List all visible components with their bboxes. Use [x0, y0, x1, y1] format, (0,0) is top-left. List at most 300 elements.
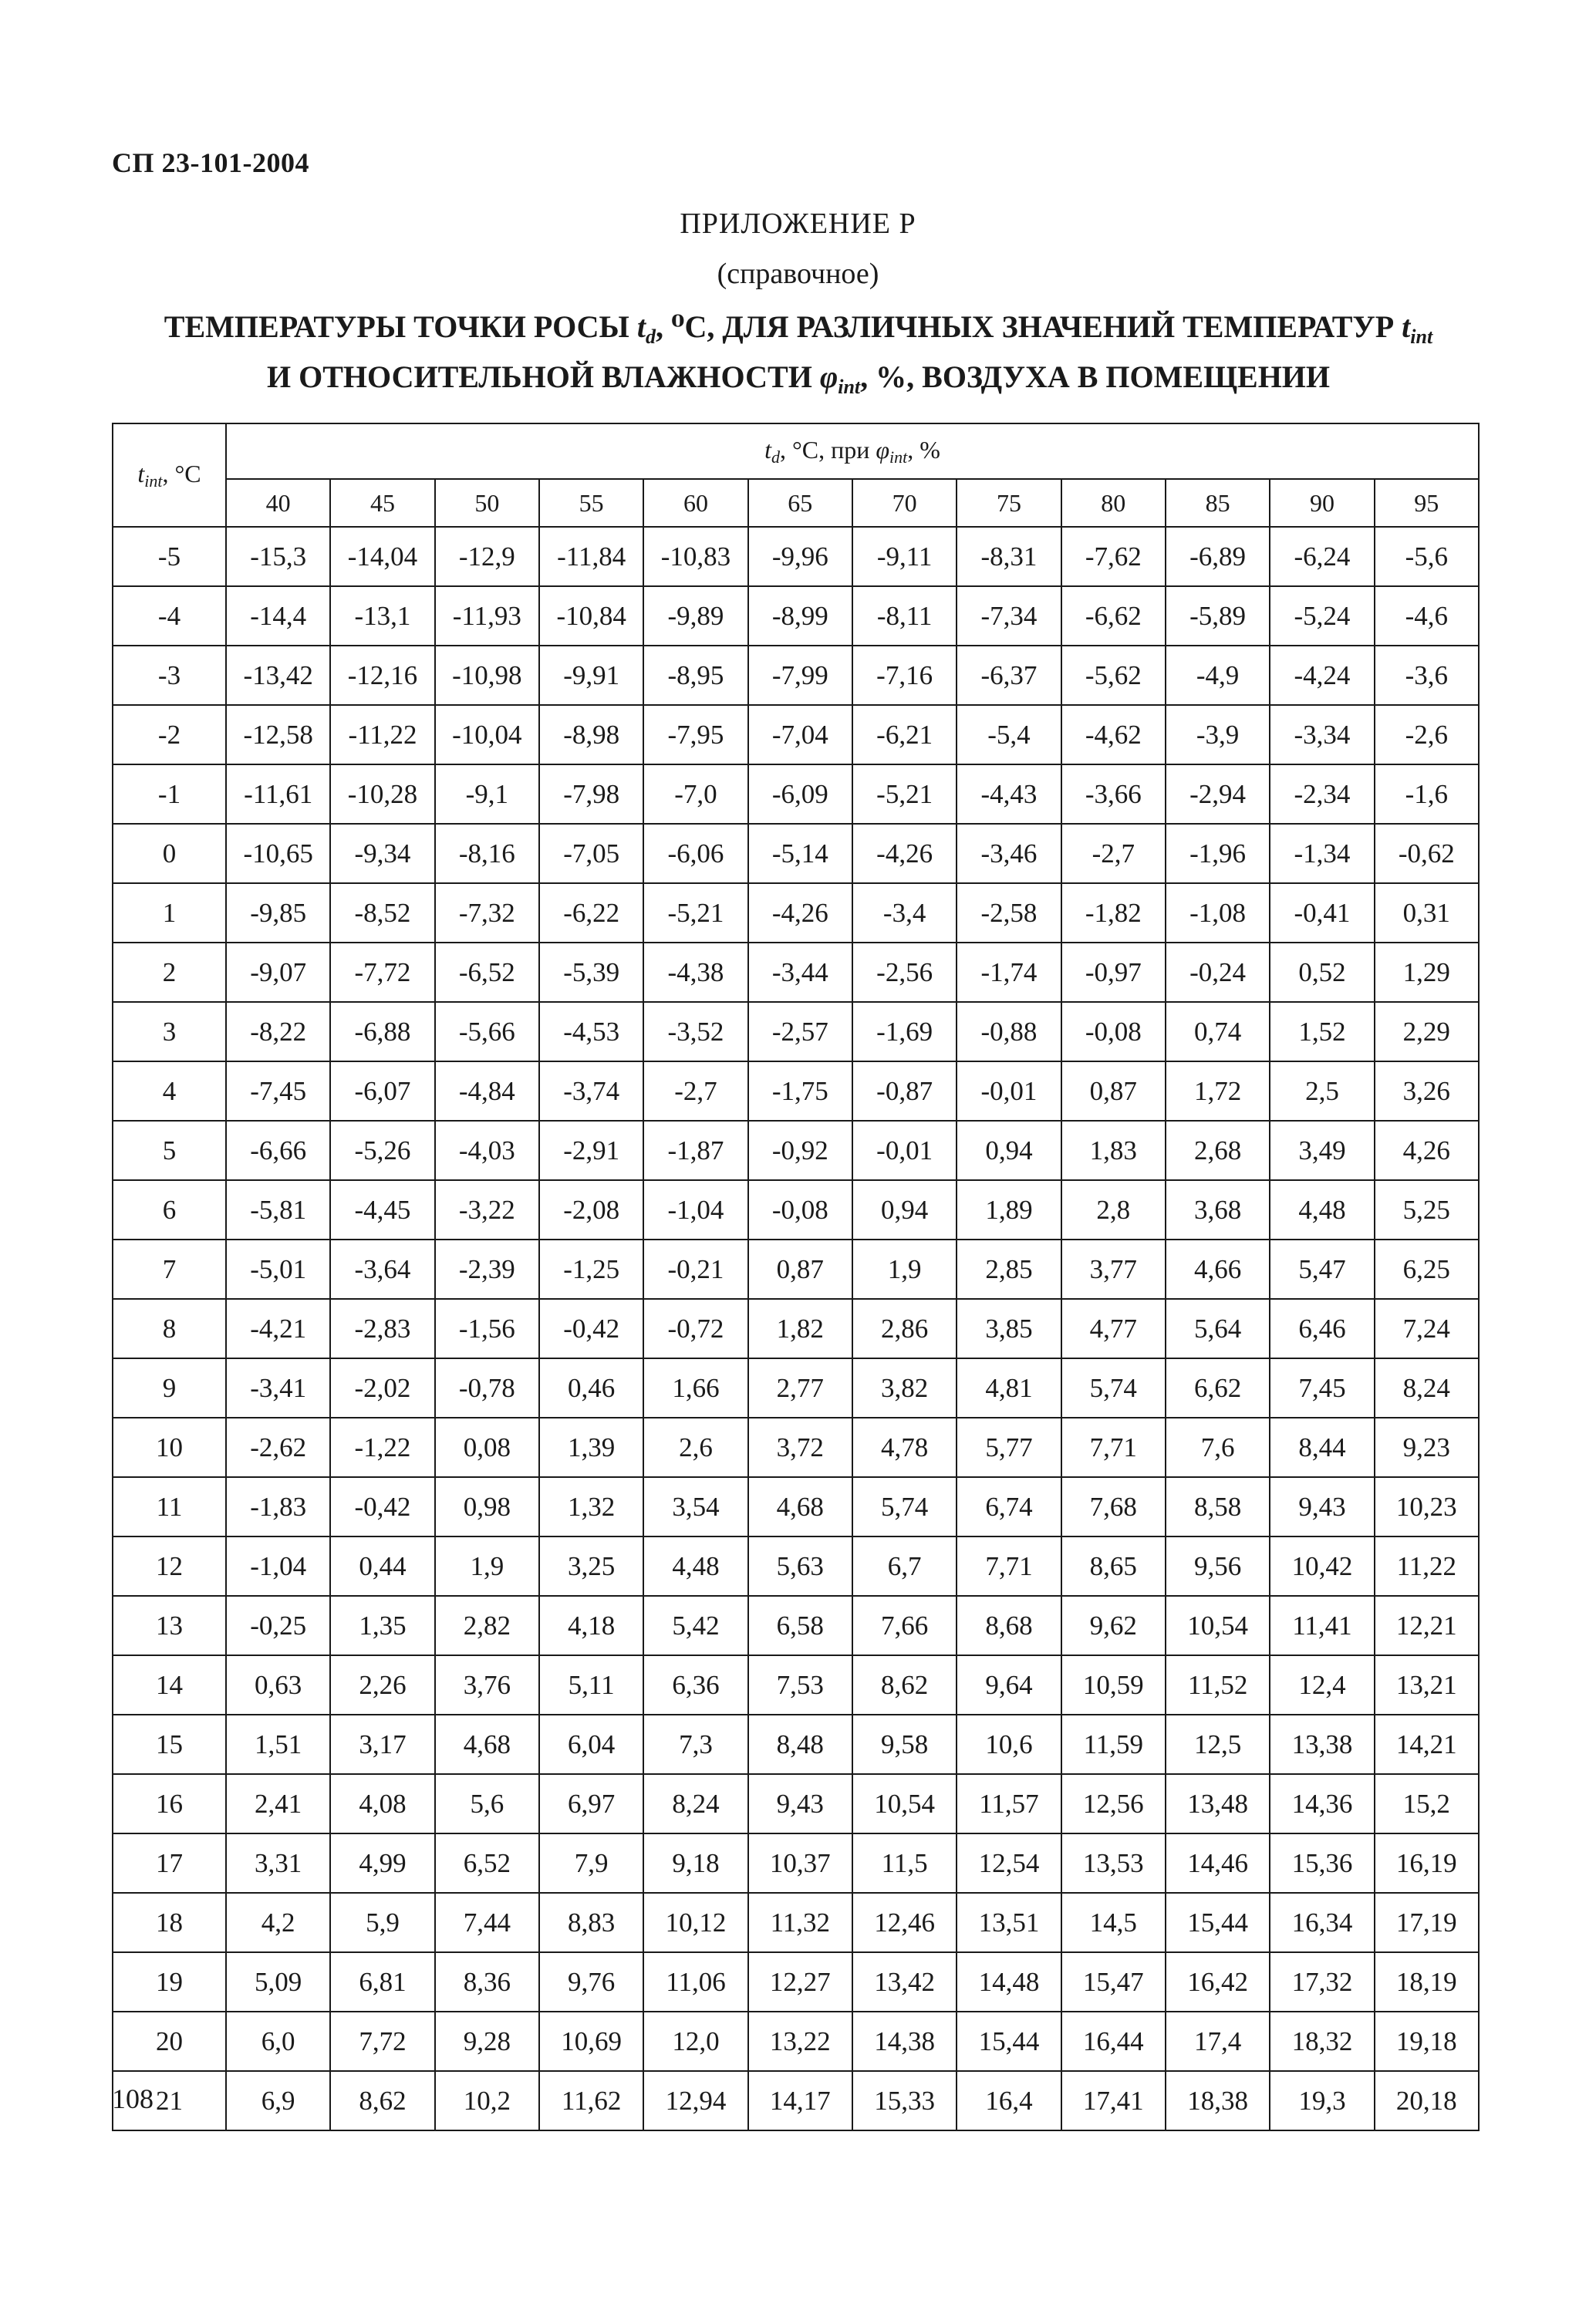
tint-cell: 13 [113, 1596, 226, 1655]
dew-point-cell: -8,31 [957, 527, 1061, 586]
dew-point-cell: 14,46 [1166, 1833, 1270, 1893]
dew-point-cell: 8,48 [748, 1715, 852, 1774]
dew-point-cell: 10,6 [957, 1715, 1061, 1774]
dew-point-cell: -3,6 [1375, 646, 1479, 705]
tint-cell: 0 [113, 824, 226, 883]
dew-point-cell: 5,11 [539, 1655, 643, 1715]
dew-point-cell: 2,86 [852, 1299, 957, 1358]
dew-point-cell: 9,43 [1270, 1477, 1374, 1536]
dew-point-cell: -3,52 [643, 1002, 747, 1061]
dew-point-cell: 3,68 [1166, 1180, 1270, 1240]
heading-text-1: ТЕМПЕРАТУРЫ ТОЧКИ РОСЫ [164, 309, 637, 344]
dew-point-cell: 8,62 [330, 2071, 434, 2130]
dew-point-cell: 12,5 [1166, 1715, 1270, 1774]
dew-point-cell: -1,6 [1375, 764, 1479, 824]
dew-point-cell: -12,58 [226, 705, 330, 764]
dew-point-cell: -2,39 [435, 1240, 539, 1299]
group-phi-subscript: int [889, 447, 908, 467]
dew-point-cell: 9,76 [539, 1952, 643, 2012]
humidity-column-header: 65 [748, 479, 852, 527]
dew-point-cell: 10,59 [1061, 1655, 1166, 1715]
dew-point-cell: 2,8 [1061, 1180, 1166, 1240]
group-unit: , % [907, 435, 940, 464]
dew-point-cell: 6,81 [330, 1952, 434, 2012]
dew-point-cell: -7,32 [435, 883, 539, 943]
dew-point-cell: 3,72 [748, 1418, 852, 1477]
dew-point-cell: 13,51 [957, 1893, 1061, 1952]
tint-cell: 20 [113, 2012, 226, 2071]
dew-point-cell: 1,51 [226, 1715, 330, 1774]
tint-cell: 15 [113, 1715, 226, 1774]
dew-point-cell: -7,16 [852, 646, 957, 705]
dew-point-cell: 3,31 [226, 1833, 330, 1893]
table-row [113, 1002, 1479, 1061]
dew-point-cell: -7,98 [539, 764, 643, 824]
dew-point-cell: 6,7 [852, 1536, 957, 1596]
dew-point-cell: -0,92 [748, 1121, 852, 1180]
dew-point-cell: 3,54 [643, 1477, 747, 1536]
table-heading [93, 307, 1504, 407]
dew-point-cell: 2,82 [435, 1596, 539, 1655]
dew-point-cell: -3,74 [539, 1061, 643, 1121]
dew-point-cell: 1,35 [330, 1596, 434, 1655]
dew-point-cell: 7,44 [435, 1893, 539, 1952]
table-row [113, 1536, 1479, 1596]
dew-point-cell: 2,26 [330, 1655, 434, 1715]
corner-symbol: t [137, 459, 145, 487]
dew-point-cell: 18,38 [1166, 2071, 1270, 2130]
tint-cell: -4 [113, 586, 226, 646]
dew-point-cell: -7,72 [330, 943, 434, 1002]
dew-point-cell: 18,19 [1375, 1952, 1479, 2012]
table-row [113, 1833, 1479, 1893]
dew-point-cell: 5,9 [330, 1893, 434, 1952]
dew-point-cell: -8,22 [226, 1002, 330, 1061]
dew-point-cell: 7,45 [1270, 1358, 1374, 1418]
dew-point-cell: 5,25 [1375, 1180, 1479, 1240]
dew-point-cell: 1,66 [643, 1358, 747, 1418]
dew-point-cell: 0,46 [539, 1358, 643, 1418]
dew-point-cell: 3,25 [539, 1536, 643, 1596]
dew-point-cell: -0,24 [1166, 943, 1270, 1002]
dew-point-cell: 8,36 [435, 1952, 539, 2012]
dew-point-cell: -2,6 [1375, 705, 1479, 764]
dew-point-cell: -4,6 [1375, 586, 1479, 646]
dew-point-cell: 14,21 [1375, 1715, 1479, 1774]
group-phi: φ [876, 435, 890, 464]
dew-point-cell: -1,87 [643, 1121, 747, 1180]
dew-point-cell: -2,83 [330, 1299, 434, 1358]
dew-point-cell: 5,74 [852, 1477, 957, 1536]
dew-point-cell: 5,42 [643, 1596, 747, 1655]
dew-point-cell: 1,32 [539, 1477, 643, 1536]
dew-point-cell: 0,08 [435, 1418, 539, 1477]
dew-point-cell: 7,53 [748, 1655, 852, 1715]
dew-point-cell: -2,7 [1061, 824, 1166, 883]
dew-point-cell: 13,48 [1166, 1774, 1270, 1833]
dew-point-cell: 5,6 [435, 1774, 539, 1833]
humidity-column-header: 90 [1270, 479, 1374, 527]
dew-point-cell: 6,52 [435, 1833, 539, 1893]
dew-point-cell: -11,22 [330, 705, 434, 764]
dew-point-cell: 7,71 [1061, 1418, 1166, 1477]
tint-cell: 7 [113, 1240, 226, 1299]
tint-cell: 3 [113, 1002, 226, 1061]
dew-point-cell: 11,57 [957, 1774, 1061, 1833]
dew-point-cell: -4,53 [539, 1002, 643, 1061]
dew-point-cell: -10,84 [539, 586, 643, 646]
dew-point-cell: -2,56 [852, 943, 957, 1002]
dew-point-cell: -9,96 [748, 527, 852, 586]
dew-point-cell: -2,34 [1270, 764, 1374, 824]
tint-cell: 1 [113, 883, 226, 943]
dew-point-cell: 0,44 [330, 1536, 434, 1596]
humidity-column-header: 50 [435, 479, 539, 527]
dew-point-cell: 2,29 [1375, 1002, 1479, 1061]
table-row [113, 1893, 1479, 1952]
dew-point-cell: 8,68 [957, 1596, 1061, 1655]
table-row [113, 1061, 1479, 1121]
dew-point-cell: 0,52 [1270, 943, 1374, 1002]
dew-point-cell: -8,16 [435, 824, 539, 883]
dew-point-cell: 20,18 [1375, 2071, 1479, 2130]
dew-point-cell: 0,94 [957, 1121, 1061, 1180]
dew-point-cell: 8,83 [539, 1893, 643, 1952]
dew-point-cell: -4,26 [748, 883, 852, 943]
dew-point-cell: -5,81 [226, 1180, 330, 1240]
dew-point-cell: -0,97 [1061, 943, 1166, 1002]
table-row [113, 1477, 1479, 1536]
corner-subscript: int [144, 471, 163, 491]
dew-point-cell: 19,18 [1375, 2012, 1479, 2071]
dew-point-cell: -5,4 [957, 705, 1061, 764]
dew-point-cell: -9,34 [330, 824, 434, 883]
dew-point-cell: -9,89 [643, 586, 747, 646]
dew-point-cell: 1,39 [539, 1418, 643, 1477]
dew-point-cell: 5,09 [226, 1952, 330, 2012]
dew-point-cell: -4,62 [1061, 705, 1166, 764]
dew-point-cell: -1,83 [226, 1477, 330, 1536]
dew-point-cell: 13,22 [748, 2012, 852, 2071]
dew-point-cell: 6,0 [226, 2012, 330, 2071]
humidity-column-header: 45 [330, 479, 434, 527]
table-head [113, 423, 1479, 527]
dew-point-cell: -1,08 [1166, 883, 1270, 943]
dew-point-cell: 6,04 [539, 1715, 643, 1774]
dew-point-cell: -6,09 [748, 764, 852, 824]
humidity-column-header: 70 [852, 479, 957, 527]
dew-point-cell: 8,62 [852, 1655, 957, 1715]
dew-point-cell: 4,77 [1061, 1299, 1166, 1358]
dew-point-cell: -15,3 [226, 527, 330, 586]
document-code: СП 23-101-2004 [112, 147, 309, 178]
dew-point-cell: 9,56 [1166, 1536, 1270, 1596]
dew-point-cell: 12,94 [643, 2071, 747, 2130]
dew-point-cell: -3,34 [1270, 705, 1374, 764]
dew-point-cell: -2,94 [1166, 764, 1270, 824]
dew-point-cell: -7,45 [226, 1061, 330, 1121]
dew-point-cell: 2,6 [643, 1418, 747, 1477]
table-row [113, 883, 1479, 943]
tint-cell: 2 [113, 943, 226, 1002]
dew-point-cell: -11,93 [435, 586, 539, 646]
dew-point-cell: 1,9 [435, 1536, 539, 1596]
dew-point-cell: 0,98 [435, 1477, 539, 1536]
tint-symbol: t [1402, 309, 1411, 344]
table-row [113, 1715, 1479, 1774]
dew-point-cell: -3,44 [748, 943, 852, 1002]
dew-point-cell: -6,37 [957, 646, 1061, 705]
table-row [113, 1418, 1479, 1477]
dew-point-cell: -6,22 [539, 883, 643, 943]
dew-point-cell: -10,83 [643, 527, 747, 586]
table-row [113, 824, 1479, 883]
heading-text-3: И ОТНОСИТЕЛЬНОЙ ВЛАЖНОСТИ [266, 359, 820, 394]
dew-point-cell: 16,34 [1270, 1893, 1374, 1952]
dew-point-cell: -3,9 [1166, 705, 1270, 764]
dew-point-cell: 7,6 [1166, 1418, 1270, 1477]
dew-point-cell: 2,85 [957, 1240, 1061, 1299]
dew-point-cell: -6,21 [852, 705, 957, 764]
dew-point-cell: -9,07 [226, 943, 330, 1002]
dew-point-cell: 8,58 [1166, 1477, 1270, 1536]
dew-point-cell: 4,66 [1166, 1240, 1270, 1299]
dew-point-cell: 1,29 [1375, 943, 1479, 1002]
dew-point-cell: 4,68 [748, 1477, 852, 1536]
dew-point-cell: -8,98 [539, 705, 643, 764]
dew-point-cell: -1,82 [1061, 883, 1166, 943]
dew-point-cell: 12,27 [748, 1952, 852, 2012]
dew-point-cell: -6,52 [435, 943, 539, 1002]
table-row [113, 1952, 1479, 2012]
dew-point-cell: 7,66 [852, 1596, 957, 1655]
group-symbol: t [764, 435, 771, 464]
dew-point-cell: 11,52 [1166, 1655, 1270, 1715]
tint-subscript: int [1410, 326, 1433, 348]
dew-point-cell: 5,47 [1270, 1240, 1374, 1299]
dew-point-cell: 3,17 [330, 1715, 434, 1774]
dew-point-cell: -5,01 [226, 1240, 330, 1299]
dew-point-cell: -0,87 [852, 1061, 957, 1121]
tint-cell: 17 [113, 1833, 226, 1893]
dew-point-cell: 3,26 [1375, 1061, 1479, 1121]
tint-cell: 11 [113, 1477, 226, 1536]
dew-point-cell: -4,45 [330, 1180, 434, 1240]
dew-point-cell: -6,07 [330, 1061, 434, 1121]
dew-point-cell: -8,52 [330, 883, 434, 943]
dew-point-cell: 11,62 [539, 2071, 643, 2130]
dew-point-cell: -14,4 [226, 586, 330, 646]
dew-point-cell: 17,32 [1270, 1952, 1374, 2012]
humidity-column-header: 40 [226, 479, 330, 527]
dew-point-cell: 9,64 [957, 1655, 1061, 1715]
dew-point-cell: -1,75 [748, 1061, 852, 1121]
heading-text-2: , ⁰С, ДЛЯ РАЗЛИЧНЫХ ЗНАЧЕНИЙ ТЕМПЕРАТУР [655, 309, 1402, 344]
dew-point-cell: -7,34 [957, 586, 1061, 646]
dew-point-cell: 9,18 [643, 1833, 747, 1893]
header-row-group [113, 423, 1479, 479]
dew-point-cell: -10,98 [435, 646, 539, 705]
dew-point-cell: 3,76 [435, 1655, 539, 1715]
dew-point-cell: 8,24 [1375, 1358, 1479, 1418]
dew-point-cell: 15,36 [1270, 1833, 1374, 1893]
dew-point-cell: -5,89 [1166, 586, 1270, 646]
dew-point-cell: 15,2 [1375, 1774, 1479, 1833]
dew-point-cell: -2,02 [330, 1358, 434, 1418]
dew-point-cell: 16,4 [957, 2071, 1061, 2130]
dew-point-cell: -2,57 [748, 1002, 852, 1061]
dew-point-cell: -3,46 [957, 824, 1061, 883]
dew-point-cell: -0,42 [539, 1299, 643, 1358]
page-number: 108 [112, 2083, 154, 2114]
dew-point-cell: -10,28 [330, 764, 434, 824]
dew-point-cell: 1,72 [1166, 1061, 1270, 1121]
table-body [113, 527, 1479, 2130]
dew-point-cell: 4,48 [643, 1536, 747, 1596]
dew-point-cell: 0,87 [748, 1240, 852, 1299]
dew-point-cell: 14,17 [748, 2071, 852, 2130]
dew-point-cell: 12,46 [852, 1893, 957, 1952]
dew-point-cell: -7,05 [539, 824, 643, 883]
dew-point-cell: -1,56 [435, 1299, 539, 1358]
tint-cell: -1 [113, 764, 226, 824]
dew-point-cell: 5,74 [1061, 1358, 1166, 1418]
table-row [113, 1180, 1479, 1240]
dew-point-cell: 1,89 [957, 1180, 1061, 1240]
dew-point-cell: 16,44 [1061, 2012, 1166, 2071]
dew-point-cell: 10,54 [1166, 1596, 1270, 1655]
humidity-column-header: 55 [539, 479, 643, 527]
dew-point-cell: -11,84 [539, 527, 643, 586]
dew-point-cell: 11,32 [748, 1893, 852, 1952]
dew-point-cell: 7,24 [1375, 1299, 1479, 1358]
dew-point-cell: 0,94 [852, 1180, 957, 1240]
dew-point-cell: 17,4 [1166, 2012, 1270, 2071]
table-row [113, 1240, 1479, 1299]
dew-point-cell: -0,62 [1375, 824, 1479, 883]
table-row [113, 527, 1479, 586]
dew-point-cell: 2,5 [1270, 1061, 1374, 1121]
table-row [113, 1299, 1479, 1358]
dew-point-cell: 3,49 [1270, 1121, 1374, 1180]
dew-point-cell: 9,43 [748, 1774, 852, 1833]
dew-point-cell: 4,08 [330, 1774, 434, 1833]
table-row [113, 2071, 1479, 2130]
dew-point-cell: -5,14 [748, 824, 852, 883]
dew-point-cell: -1,04 [643, 1180, 747, 1240]
dew-point-cell: 18,32 [1270, 2012, 1374, 2071]
dew-point-cell: 14,48 [957, 1952, 1061, 2012]
tint-cell: 14 [113, 1655, 226, 1715]
dew-point-cell: -5,6 [1375, 527, 1479, 586]
tint-cell: 5 [113, 1121, 226, 1180]
dew-point-cell: 12,56 [1061, 1774, 1166, 1833]
dew-point-cell: 7,71 [957, 1536, 1061, 1596]
appendix-title: ПРИЛОЖЕНИЕ Р [680, 207, 916, 240]
tint-cell: 8 [113, 1299, 226, 1358]
dew-point-cell: 10,2 [435, 2071, 539, 2130]
dew-point-cell: -6,88 [330, 1002, 434, 1061]
dew-point-cell: 11,41 [1270, 1596, 1374, 1655]
dew-point-cell: 3,77 [1061, 1240, 1166, 1299]
tint-cell: 12 [113, 1536, 226, 1596]
dew-point-cell: 3,85 [957, 1299, 1061, 1358]
dew-point-cell: 7,68 [1061, 1477, 1166, 1536]
dew-point-cell: 10,12 [643, 1893, 747, 1952]
dew-point-cell: -1,96 [1166, 824, 1270, 883]
tint-cell: -3 [113, 646, 226, 705]
td-group-header [226, 423, 1479, 479]
tint-cell: 18 [113, 1893, 226, 1952]
dew-point-cell: -4,24 [1270, 646, 1374, 705]
dew-point-cell: 4,81 [957, 1358, 1061, 1418]
dew-point-cell: -7,04 [748, 705, 852, 764]
dew-point-cell: -3,22 [435, 1180, 539, 1240]
dew-point-cell: 14,5 [1061, 1893, 1166, 1952]
dew-point-cell: 12,0 [643, 2012, 747, 2071]
dew-point-cell: 14,36 [1270, 1774, 1374, 1833]
dew-point-cell: 0,63 [226, 1655, 330, 1715]
dew-point-cell: -5,26 [330, 1121, 434, 1180]
dew-point-cell: 4,2 [226, 1893, 330, 1952]
dew-point-cell: 4,68 [435, 1715, 539, 1774]
dew-point-cell: -4,84 [435, 1061, 539, 1121]
dew-point-cell: 16,42 [1166, 1952, 1270, 2012]
dew-point-cell: 1,82 [748, 1299, 852, 1358]
dew-point-cell: 9,23 [1375, 1418, 1479, 1477]
dew-point-cell: -14,04 [330, 527, 434, 586]
dew-point-cell: -2,58 [957, 883, 1061, 943]
dew-point-cell: -1,74 [957, 943, 1061, 1002]
dew-point-cell: -8,11 [852, 586, 957, 646]
dew-point-cell: -6,24 [1270, 527, 1374, 586]
dew-point-cell: 10,37 [748, 1833, 852, 1893]
table-row [113, 764, 1479, 824]
dew-point-cell: 9,62 [1061, 1596, 1166, 1655]
dew-point-cell: -12,9 [435, 527, 539, 586]
table-row [113, 646, 1479, 705]
dew-point-cell: -5,62 [1061, 646, 1166, 705]
dew-point-cell: 4,78 [852, 1418, 957, 1477]
dew-point-cell: -8,99 [748, 586, 852, 646]
dew-point-cell: -7,0 [643, 764, 747, 824]
dew-point-cell: 6,36 [643, 1655, 747, 1715]
dew-point-cell: 11,59 [1061, 1715, 1166, 1774]
dew-point-cell: -4,9 [1166, 646, 1270, 705]
phi-subscript: int [838, 376, 861, 398]
tint-cell: 4 [113, 1061, 226, 1121]
dew-point-cell: -2,7 [643, 1061, 747, 1121]
humidity-column-header: 60 [643, 479, 747, 527]
dew-point-cell: 15,44 [957, 2012, 1061, 2071]
tint-cell: 21 [113, 2071, 226, 2130]
dew-point-cell: 13,38 [1270, 1715, 1374, 1774]
dew-point-cell: -5,66 [435, 1002, 539, 1061]
dew-point-cell: 13,53 [1061, 1833, 1166, 1893]
dew-point-cell: -9,85 [226, 883, 330, 943]
appendix-subtitle: (справочное) [717, 258, 879, 290]
dew-point-cell: 10,54 [852, 1774, 957, 1833]
tint-cell: 10 [113, 1418, 226, 1477]
dew-point-cell: 9,28 [435, 2012, 539, 2071]
dew-point-cell: 1,9 [852, 1240, 957, 1299]
dew-point-cell: -7,99 [748, 646, 852, 705]
tint-cell: -5 [113, 527, 226, 586]
dew-point-cell: 17,19 [1375, 1893, 1479, 1952]
dew-point-cell: -1,69 [852, 1002, 957, 1061]
dew-point-cell: 15,47 [1061, 1952, 1166, 2012]
group-subscript: d [771, 447, 780, 467]
